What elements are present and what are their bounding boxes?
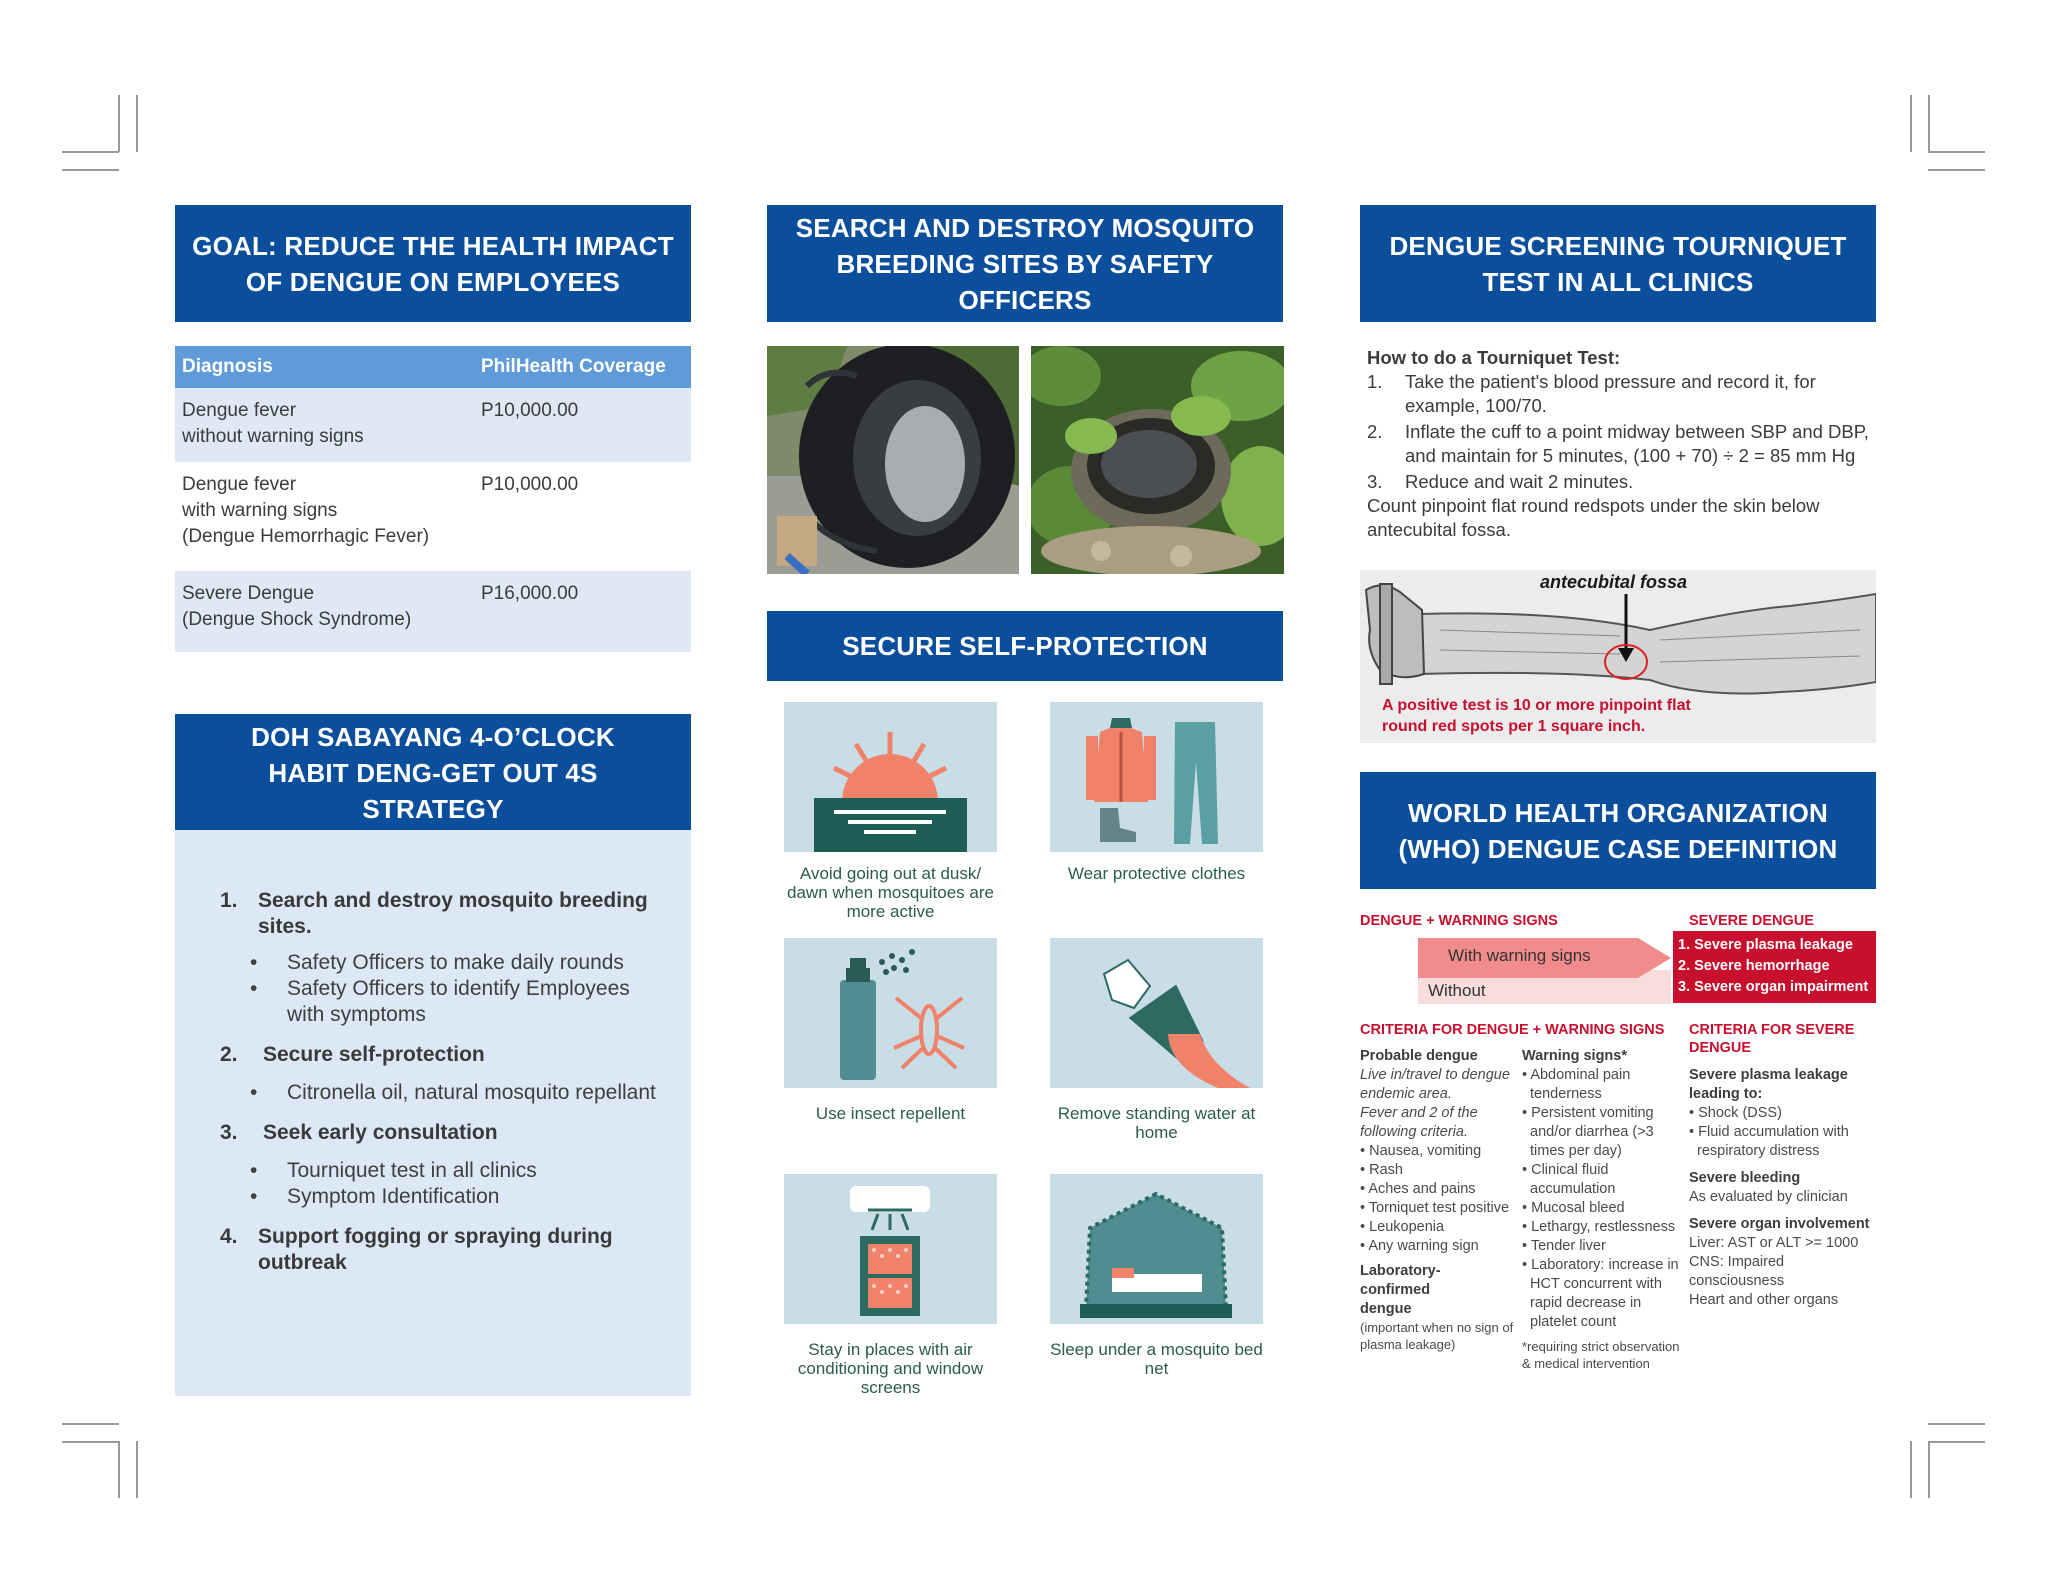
arm-label: antecubital fossa xyxy=(1540,572,1688,592)
probable-column xyxy=(1360,1047,1516,1353)
positive-text: A positive test is 10 or more pinpoint flat round red spots per 1 square inch. xyxy=(1382,697,1691,735)
habit-title: Seek early consultation xyxy=(263,1121,498,1144)
goal-banner-text: GOAL: REDUCE THE HEALTH IMPACT OF DENGUE ON EMPLOYEES xyxy=(192,230,674,297)
secure-banner xyxy=(767,611,1283,681)
tourniquet-banner xyxy=(1360,205,1876,322)
list-item: • Lethargy, restlessness xyxy=(1522,1219,1676,1235)
count-text: Count pinpoint flat round redspots under the skin below antecubital fossa. xyxy=(1367,495,1820,540)
warning-title: Warning signs* xyxy=(1522,1048,1627,1064)
habit-item xyxy=(220,1120,660,1146)
habit-num: 1. xyxy=(220,889,238,912)
warning-column xyxy=(1522,1047,1682,1372)
howto-title: How to do a Tourniquet Test: xyxy=(1367,347,1621,368)
crop-mark xyxy=(1928,169,1985,171)
tile-caption: Stay in places with air conditioning and window screens xyxy=(797,1340,984,1397)
criteria-dws-heading: CRITERIA FOR DENGUE + WARNING SIGNS xyxy=(1360,1022,1665,1038)
crop-mark xyxy=(1910,1441,1912,1498)
who-banner xyxy=(1360,772,1876,889)
criteria-severe-heading: CRITERIA FOR SEVERE DENGUE xyxy=(1689,1022,1855,1056)
habit-item xyxy=(220,1224,660,1276)
repellent-icon xyxy=(784,938,997,1088)
step-text: Take the patient's blood pressure and record it, for example, 100/70. xyxy=(1405,371,1816,416)
habit-num: 4. xyxy=(220,1225,238,1248)
who-banner-text: WORLD HEALTH ORGANIZATION (WHO) DENGUE CASE DEFINITION xyxy=(1398,797,1838,864)
severe-item: 3. Severe organ impairment xyxy=(1678,979,1869,995)
habit-sub: • Safety Officers to make daily rounds xyxy=(220,950,660,976)
search-banner-text: SEARCH AND DESTROY MOSQUITO BREEDING SITES BY SAFETY OFFICERS xyxy=(795,212,1255,315)
habit-title: Search and destroy mosquito breeding sites. xyxy=(258,889,648,938)
sev-bleed-title: Severe bleeding xyxy=(1689,1170,1801,1186)
crop-mark xyxy=(1928,1423,1985,1425)
step-num: 2. xyxy=(1367,421,1383,442)
tile-caption: Use insect repellent xyxy=(815,1104,966,1123)
lab-title: Laboratory-confirmed dengue xyxy=(1360,1263,1441,1317)
diagnosis-line: (Dengue Shock Syndrome) xyxy=(182,609,412,630)
habit-num: 2. xyxy=(220,1043,238,1066)
severe-item: 2. Severe hemorrhage xyxy=(1678,958,1830,974)
crop-mark xyxy=(62,1423,119,1425)
without-label: Without xyxy=(1428,981,1486,1000)
diagnosis-line: (Dengue Hemorrhagic Fever) xyxy=(182,526,430,547)
header-diagnosis: Diagnosis xyxy=(182,356,273,377)
step-num: 3. xyxy=(1367,471,1383,492)
pot-plants-photo xyxy=(1031,346,1284,574)
list-item: • Laboratory: increase in HCT concurrent with rapid decrease in platelet count xyxy=(1522,1257,1679,1330)
severe-column xyxy=(1689,1066,1879,1310)
step-num: 1. xyxy=(1367,371,1383,392)
crop-mark xyxy=(118,95,120,152)
habit-item xyxy=(220,888,660,940)
sev-bleed-text: As evaluated by clinician xyxy=(1689,1189,1848,1205)
step xyxy=(1367,370,1887,418)
table-header xyxy=(175,346,691,388)
bed-net-icon xyxy=(1050,1174,1263,1324)
list-item: • Mucosal bleed xyxy=(1522,1200,1625,1216)
crop-mark xyxy=(62,169,119,171)
crop-mark xyxy=(62,1441,119,1443)
list-item: • Torniquet test positive xyxy=(1360,1200,1510,1216)
list-item: • Fluid accumulation with respiratory distress xyxy=(1689,1124,1849,1159)
sev-leak-title: Severe plasma leakage leading to: xyxy=(1689,1067,1848,1102)
sev-organ-title: Severe organ involvement xyxy=(1689,1216,1870,1232)
goal-banner xyxy=(175,205,691,322)
coverage-value: P16,000.00 xyxy=(481,583,579,604)
habit-sub: • Tourniquet test in all clinics xyxy=(220,1158,660,1184)
habit-list xyxy=(220,888,660,1276)
habit-num: 3. xyxy=(220,1121,238,1144)
table-row xyxy=(175,462,691,571)
step-text: Inflate the cuff to a point midway between SBP and DBP, and maintain for 5 minutes, (100 + 70) ÷ 2 = 85 mm Hg xyxy=(1405,421,1869,466)
severity-arrow xyxy=(1398,936,1671,1004)
list-item: • Leukopenia xyxy=(1360,1219,1445,1235)
crop-mark xyxy=(1910,95,1912,152)
arm-illustration xyxy=(1360,570,1876,743)
coverage-value: P10,000.00 xyxy=(481,400,579,421)
crop-mark xyxy=(136,95,138,152)
warning-note: *requiring strict observation & medical intervention xyxy=(1522,1339,1680,1371)
probable-title: Probable dengue xyxy=(1360,1048,1478,1064)
list-item: • Any warning sign xyxy=(1360,1238,1479,1254)
pour-water-icon xyxy=(1050,938,1263,1088)
coverage-value: P10,000.00 xyxy=(481,474,579,495)
step xyxy=(1367,420,1887,468)
crop-mark xyxy=(1928,1441,1930,1498)
list-item: • Persistent vomiting and/or diarrhea (>3 times per day) xyxy=(1522,1105,1654,1159)
list-item: • Clinical fluid accumulation xyxy=(1522,1162,1616,1197)
list-item: • Aches and pains xyxy=(1360,1181,1476,1197)
table-row xyxy=(175,571,691,652)
crop-mark xyxy=(136,1441,138,1498)
dws-heading: DENGUE + WARNING SIGNS xyxy=(1360,913,1558,929)
crop-mark xyxy=(118,1441,120,1498)
crop-mark xyxy=(62,151,119,153)
habit-sub: • Safety Officers to identify Employees with symptoms xyxy=(220,976,660,1028)
table-row xyxy=(175,388,691,462)
crop-mark xyxy=(1928,95,1930,152)
habit-sub: • Citronella oil, natural mosquito repellant xyxy=(220,1080,660,1106)
search-banner xyxy=(767,205,1283,322)
with-warning-label: With warning signs xyxy=(1448,946,1591,965)
diagnosis-line: Dengue fever xyxy=(182,400,297,421)
severe-item: 1. Severe plasma leakage xyxy=(1678,937,1853,953)
tourniquet-banner-text: DENGUE SCREENING TOURNIQUET TEST IN ALL CLINICS xyxy=(1389,230,1847,297)
tile-caption: Wear protective clothes xyxy=(1067,864,1246,883)
tire-photo xyxy=(767,346,1019,574)
list-item: • Rash xyxy=(1360,1162,1403,1178)
header-coverage: PhilHealth Coverage xyxy=(481,356,666,377)
severe-heading: SEVERE DENGUE xyxy=(1689,913,1814,929)
clothes-icon xyxy=(1050,702,1263,852)
diagnosis-line: with warning signs xyxy=(182,500,338,521)
habit-title: Support fogging or spraying during outbreak xyxy=(258,1225,613,1274)
step xyxy=(1367,470,1887,494)
list-item: • Tender liver xyxy=(1522,1238,1606,1254)
diagnosis-line: without warning signs xyxy=(182,426,364,447)
probable-italic: Live in/travel to dengue endemic area. xyxy=(1360,1067,1510,1102)
probable-italic: Fever and 2 of the following criteria. xyxy=(1360,1105,1478,1140)
crop-mark xyxy=(1928,1441,1985,1443)
diagnosis-line: Dengue fever xyxy=(182,474,297,495)
habit-title: Secure self-protection xyxy=(263,1043,485,1066)
list-item: • Nausea, vomiting xyxy=(1360,1143,1482,1159)
habit-banner xyxy=(175,714,691,831)
tile-caption: Sleep under a mosquito bed net xyxy=(1050,1340,1263,1378)
diagnosis-line: Severe Dengue xyxy=(182,583,315,604)
sev-organ-line: CNS: Impaired consciousness xyxy=(1689,1254,1785,1289)
sev-organ-line: Heart and other organs xyxy=(1689,1292,1839,1308)
tourniquet-instructions xyxy=(1367,346,1887,542)
habit-item xyxy=(220,1042,660,1068)
tile-caption: Avoid going out at dusk/ dawn when mosquitoes are more active xyxy=(787,864,994,921)
sunset-icon xyxy=(784,702,997,852)
step-text: Reduce and wait 2 minutes. xyxy=(1405,471,1634,492)
lab-note: (important when no sign of plasma leakage) xyxy=(1360,1320,1514,1352)
list-item: • Shock (DSS) xyxy=(1689,1105,1782,1121)
secure-banner-text: SECURE SELF-PROTECTION xyxy=(842,631,1208,661)
coverage-table xyxy=(175,346,691,652)
list-item: • Abdominal pain tenderness xyxy=(1522,1067,1631,1102)
aircon-icon xyxy=(784,1174,997,1324)
tile-caption: Remove standing water at home xyxy=(1057,1104,1256,1142)
severe-box xyxy=(1673,931,1876,1003)
crop-mark xyxy=(1928,151,1985,153)
habit-banner-text: DOH SABAYANG 4-O’CLOCK HABIT DENG-GET OUT 4S STRATEGY xyxy=(251,721,615,824)
sev-organ-line: Liver: AST or ALT >= 1000 xyxy=(1689,1235,1859,1251)
habit-sub: • Symptom Identification xyxy=(220,1184,660,1210)
